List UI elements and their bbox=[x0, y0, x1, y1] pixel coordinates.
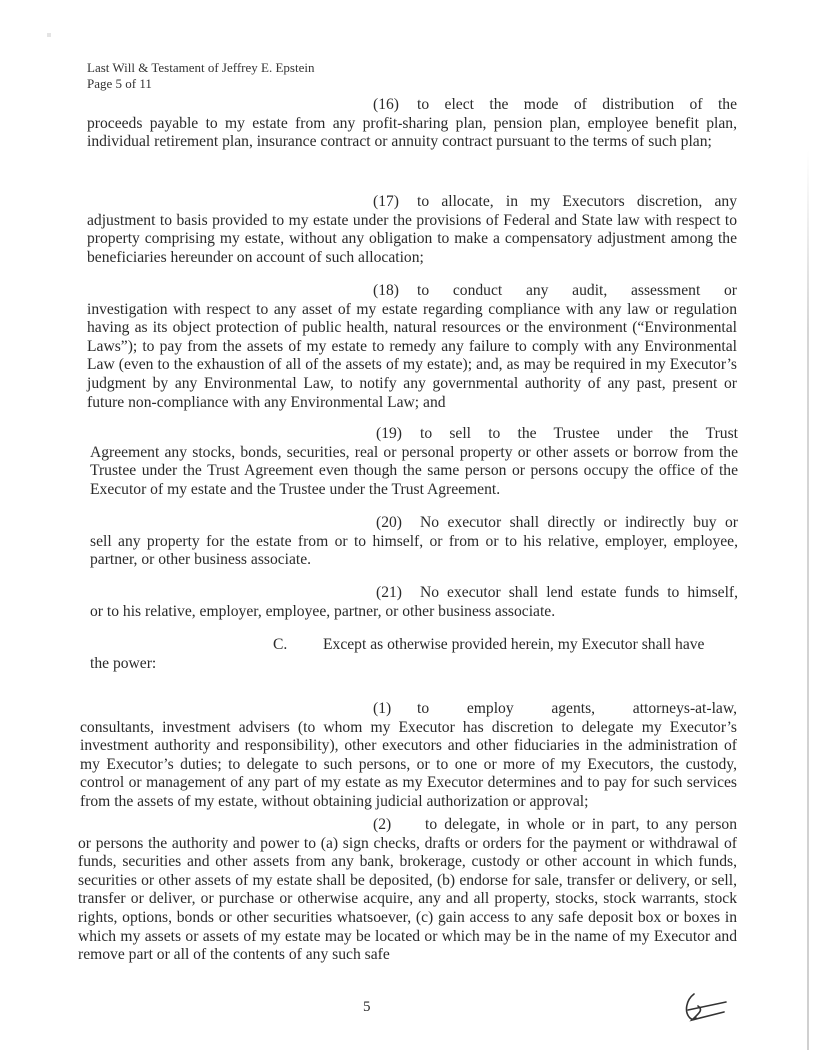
clause-c-2 bbox=[78, 816, 737, 965]
scan-speck bbox=[47, 33, 51, 37]
section-c bbox=[90, 636, 738, 673]
clause-body: sell any property for the estate from or to himself, or from or to his relative, employer, employee, partner, or other business associate. bbox=[90, 532, 738, 569]
clause-number: (1) bbox=[373, 700, 392, 717]
clause-number: (16) bbox=[373, 96, 399, 113]
section-letter: C. bbox=[273, 636, 288, 653]
page-number: 5 bbox=[363, 999, 371, 1015]
clause-number: (17) bbox=[373, 193, 399, 210]
clause-number: (20) bbox=[376, 514, 402, 531]
clause-lead: (19) to sell to the Trustee under the Trust bbox=[376, 425, 738, 442]
clause-lead: (20) No executor shall directly or indirectly buy or bbox=[376, 514, 738, 531]
section-c-lead: C. Except as otherwise provided herein, my Executor shall have bbox=[273, 636, 705, 653]
clause-body: or persons the authority and power to (a) sign checks, drafts or orders for the payment or withdrawal of funds, securities and other assets from any bank, brokerage, custody or other account in which funds, securities or other assets of my estate shall be deposited, (b) endorse for sale, transfer or delivery, or sell, transfer or deliver, or purchase or otherwise acquire, any and all property, stocks, stock warrants, stock rights, options, bonds or other securities whatsoever, (c) gain access to any safe deposit box or boxes in which my assets or assets of my estate may be located or which may be in the name of my Executor and remove part or all of the contents of any such safe bbox=[78, 834, 737, 964]
page-label: Page 5 of 11 bbox=[87, 76, 152, 91]
clause-body: consultants, investment advisers (to whom my Executor has discretion to delegate my Executor’s investment authority and responsibility), other executors and other fiduciaries in the administration of my Executor’s duties; to delegate to such persons, or to one or more of my Executors, the custody, control or management of any part of my estate as my Executor determines and to pay for such services from the assets of my estate, without obtaining judicial authorization or approval; bbox=[80, 718, 737, 810]
page-header bbox=[87, 60, 314, 92]
clause-20 bbox=[90, 514, 738, 570]
clause-body: investigation with respect to any asset of my estate regarding compliance with any law or regulation having as its object protection of public health, natural resources or the environment (“Environmental Laws”); to pay from the assets of my estate to remedy any failure to comply with any Environmental Law (even to the exhaustion of all of the assets of my estate); and, as may be required in my Executor’s judgment by any Environmental Law, to notify any governmental authority of any past, present or future non-compliance with any Environmental Law; and bbox=[87, 300, 737, 411]
clause-body: proceeds payable to my estate from any profit-sharing plan, pension plan, employee benefit plan, individual retirement plan, insurance contract or annuity contract pursuant to the terms of such plan; bbox=[87, 114, 737, 151]
clause-lead: (21) No executor shall lend estate funds to himself, bbox=[376, 584, 738, 601]
scan-edge-shadow bbox=[807, 150, 809, 1050]
clause-lead: (1) to employ agents, attorneys-at-law, bbox=[373, 700, 737, 717]
clause-lead: (17) to allocate, in my Executors discretion, any bbox=[373, 193, 737, 210]
clause-17 bbox=[87, 193, 737, 267]
clause-number: (2) bbox=[373, 816, 392, 833]
clause-19 bbox=[90, 425, 738, 499]
section-c-body: the power: bbox=[90, 654, 157, 672]
clause-number: (18) bbox=[373, 282, 399, 299]
clause-body: adjustment to basis provided to my estate under the provisions of Federal and State law with respect to property comprising my estate, without any obligation to make a compensatory adjustment among the beneficiaries hereunder on account of such allocation; bbox=[87, 211, 737, 266]
clause-number: (19) bbox=[376, 425, 402, 442]
clause-body: or to his relative, employer, employee, partner, or other business associate. bbox=[90, 602, 556, 620]
document-title: Last Will & Testament of Jeffrey E. Epstein bbox=[87, 60, 315, 75]
clause-16 bbox=[87, 96, 737, 152]
clause-lead: (2) to delegate, in whole or in part, to any person bbox=[373, 816, 737, 833]
clause-lead: (16) to elect the mode of distribution of the bbox=[373, 96, 737, 113]
clause-c-1 bbox=[80, 700, 737, 812]
clause-number: (21) bbox=[376, 584, 402, 601]
clause-21 bbox=[90, 584, 738, 621]
clause-18 bbox=[87, 282, 737, 412]
clause-body: Agreement any stocks, bonds, securities, real or personal property or other assets or borrow from the Trustee under the Trust Agreement even though the same person or persons occupy the office of the Executor of my estate and the Trustee under the Trust Agreement. bbox=[90, 443, 738, 498]
clause-lead: (18) to conduct any audit, assessment or bbox=[373, 282, 737, 299]
handwritten-initials-icon bbox=[680, 990, 740, 1030]
